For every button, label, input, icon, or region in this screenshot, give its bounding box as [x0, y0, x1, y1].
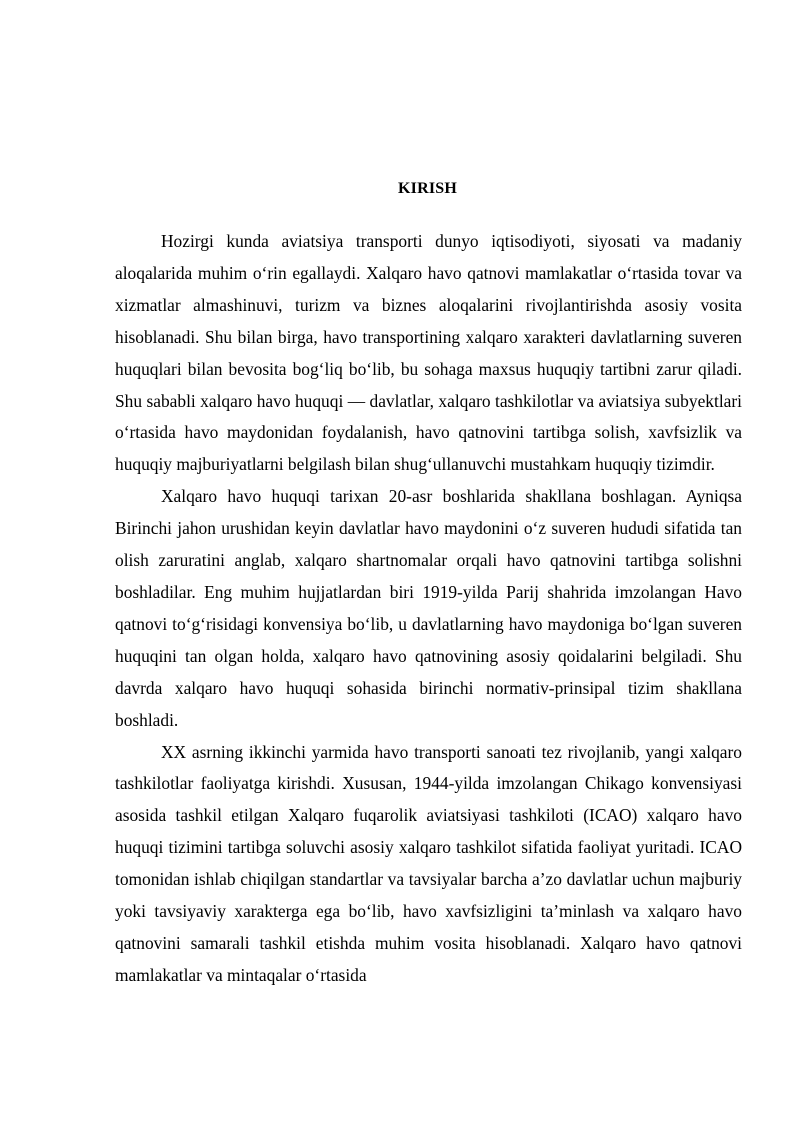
page-title: KIRISH	[398, 180, 457, 197]
paragraph-1: Hozirgi kunda aviatsiya transporti dunyo iqtisodiyoti, siyosati va madaniy aloqalarida muhim o‘rin egallaydi. Xalqaro havo qatnovi mamlakatlar o‘rtasida tovar va xizmatlar almashinuvi, turizm va biznes aloqalarini rivojlantirishda asosiy vosita hisoblanadi. Shu bilan birga, havo transportining xalqaro xarakteri davlatlarning suveren huquqlari bilan bevosita bog‘liq bo‘lib, bu sohaga maxsus huquqiy tartibni zarur qiladi. Shu sababli xalqaro havo huquqi — davlatlar, xalqaro tashkilotlar va aviatsiya subyektlari o‘rtasida havo maydonidan foydalanish, havo qatnovini tartibga solish, xavfsizlik va huquqiy majburiyatlarni belgilash bilan shug‘ullanuvchi mustahkam huquqiy tizimdir.	[115, 231, 742, 475]
paragraph-2: Xalqaro havo huquqi tarixan 20-asr boshlarida shakllana boshlagan. Ayniqsa Birinchi jahon urushidan keyin davlatlar havo maydonini o‘z suveren hududi sifatida tan olish zaruratini anglab, xalqaro shartnomalar orqali havo qatnovini tartibga solishni boshladilar. Eng muhim hujjatlardan biri 1919-yilda Parij shahrida imzolangan Havo qatnovi to‘g‘risidagi konvensiya bo‘lib, u davlatlarning havo maydoniga bo‘lgan suveren huquqini tan olgan holda, xalqaro havo qatnovining asosiy qoidalarini belgiladi. Shu davrda xalqaro havo huquqi sohasida birinchi normativ-prinsipal tizim shakllana boshladi.	[115, 486, 742, 730]
document-body	[115, 226, 742, 992]
paragraph-3: XX asrning ikkinchi yarmida havo transporti sanoati tez rivojlanib, yangi xalqaro tashkilotlar faoliyatga kirishdi. Xususan, 1944-yilda imzolangan Chikago konvensiyasi asosida tashkil etilgan Xalqaro fuqarolik aviatsiyasi tashkiloti (ICAO) xalqaro havo huquqi tizimini tartibga soluvchi asosiy xalqaro tashkilot sifatida faoliyat yuritadi. ICAO tomonidan ishlab chiqilgan standartlar va tavsiyalar barcha a’zo davlatlar uchun majburiy yoki tavsiyaviy xarakterga ega bo‘lib, havo xavfsizligini ta’minlash va xalqaro havo qatnovini samarali tashkil etishda muhim vosita hisoblanadi. Xalqaro havo qatnovi mamlakatlar va mintaqalar o‘rtasida	[115, 741, 742, 985]
